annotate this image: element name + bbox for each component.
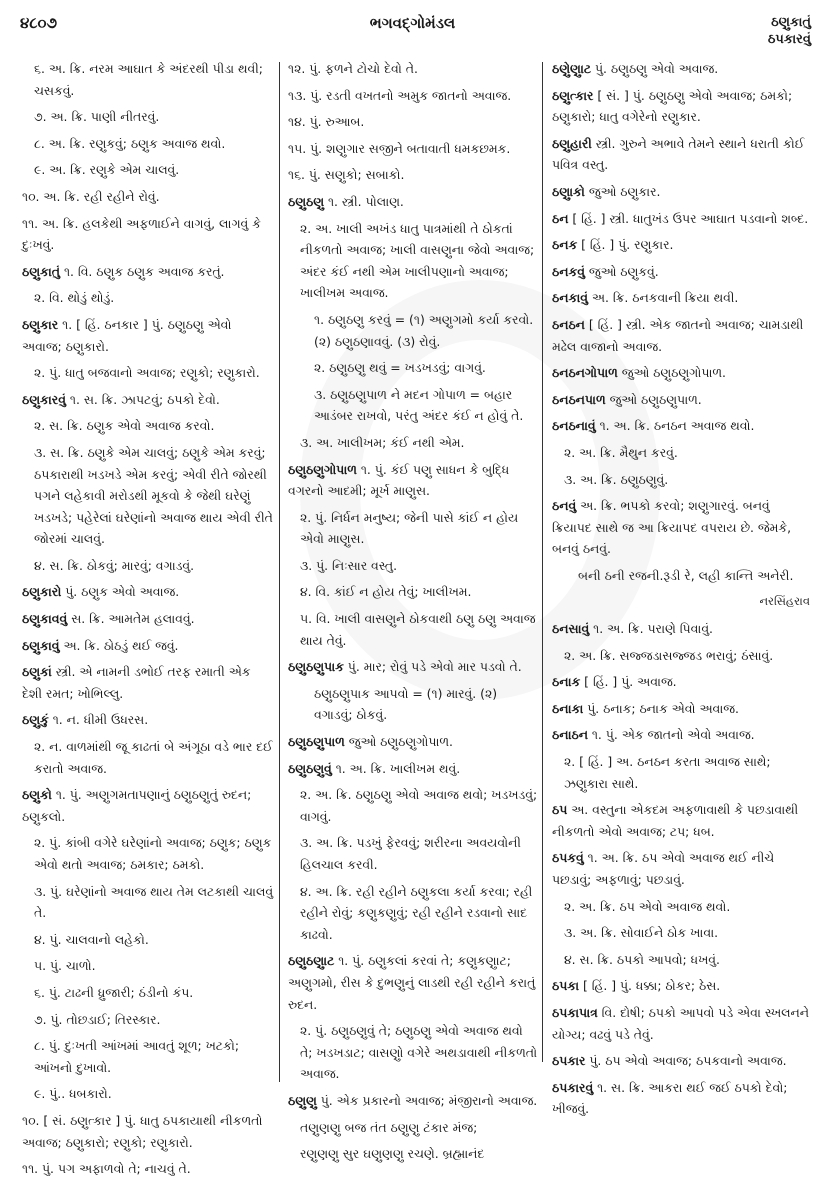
headword: ઠનસાવું: [552, 621, 590, 637]
definition-text: પું. ઠપ એવો અવાજ; ઠપકવાનો અવાજ.: [585, 1053, 787, 1069]
headword: ઠનઠનાવું: [552, 418, 596, 434]
definition-text: ૯. પું.. ધબકારો.: [34, 1086, 112, 1102]
definition-text: ૭. પું. તોછડાઈ; તિરસ્કાર.: [34, 1011, 161, 1027]
dictionary-entry: [552, 847, 810, 890]
headword: ઠણુકારો: [22, 584, 62, 600]
dictionary-entry: [288, 459, 538, 502]
definition-text: ૮. અ. ક્રિ. રણુકવું; ઠણુક અવાજ થવો.: [34, 135, 226, 151]
definition-text: જુઓ ઠણુકવું.: [584, 263, 659, 279]
definition-text: ૨. ન. વાળમાંથી જૂ કાઢતાં બે અંગૂઠા વડે ભાર દઈ કરાતો અવાજ.: [34, 739, 273, 776]
definition-text: ૨. અ. ક્રિ. ઠણુઠણુ એવો અવાજ થવો; ખડખડવું; વાગવું.: [300, 787, 538, 824]
dictionary-entry: [552, 208, 810, 230]
definition-text: ૩. પું. ઘરેણાંનો અવાજ થાય તેમ લટકાથી ચાલવું તે.: [34, 883, 274, 921]
definition-text: ૩. અ. ક્રિ. સોવાઈને ઠોક ખાવા.: [564, 925, 719, 941]
definition-text: ૯. અ. ક્રિ. રણુકે એમ ચાલવું.: [34, 162, 180, 178]
definition-text: ૨. ઠણુઠણુ થવું = ખડખડવું; વાગવું.: [314, 360, 486, 376]
dictionary-entry: [552, 287, 810, 309]
headword: ઠનાક: [552, 674, 581, 690]
headword: ઠણુઠણુપાળ: [288, 734, 345, 750]
definition-text: ૧. પું. ઠણુકલાં કરવાં તે; કણુકણુાટ; અણુગમો, રીસ કે દુભણુનું લાડથી રહી રહીને કરાતું રુદન.: [288, 953, 536, 1012]
guide-words: [768, 14, 811, 48]
definition-text: ૧. [ હિં. ઠનકાર ] પું. ઠણુઠણુ એવો અવાજ; ઠણુકારો.: [22, 316, 232, 354]
entry-sense: [288, 784, 538, 827]
entry-sense: [22, 881, 274, 924]
definition-text: ૧. પું. અણુગમતાપણાનું ઠણુઠણુતું રુદન; ઠણુકલો.: [22, 787, 252, 824]
dictionary-entry: [288, 1090, 538, 1112]
entry-sense: [288, 507, 538, 550]
headword: ઠણુકાવવું: [22, 611, 68, 627]
definition-text: બની ઠની રજની.રૂડી રે, લહી કાન્તિ અનેરી.: [578, 567, 794, 583]
entry-sense: [22, 982, 274, 1004]
definition-text: ૨. પું. ઠણુઠણુવું તે; ઠણુઠણુ એવો અવાજ થવો તે; ખડખડાટ; વાસણુો વગેરે અથડાવાથી નીકળતો અવાજ.: [300, 1023, 538, 1082]
dictionary-entry: [552, 58, 810, 80]
dictionary-entry: [552, 799, 810, 842]
dictionary-entry: [552, 234, 810, 256]
definition-text: ૧૧. અ. ક્રિ. હલકેથી અફળાઈને વાગવું, લાગવું કે દુઃખવું.: [22, 215, 261, 253]
headword: ઠણુકારવું: [22, 391, 66, 407]
dictionary-entry: [288, 656, 538, 678]
column-3: [552, 58, 810, 1125]
headword: ઠણુત્કાર: [552, 87, 594, 103]
dictionary-entry: [22, 389, 274, 411]
definition-text: પું. ઠનાક; ઠનાક એવો અવાજ.: [583, 700, 739, 716]
entry-sense: [22, 106, 274, 128]
entry-sense: [288, 85, 538, 107]
entry-sense: [22, 1083, 274, 1105]
headword: ઠણુાકો: [552, 183, 585, 199]
headword: ઠણુહારી: [552, 135, 592, 151]
entry-sense: [288, 309, 538, 352]
definition-text: [ સં. ] પું. ઠણુઠણુ એવો અવાજ; ઠમકો; ઠણુકારો; ધાતુ વગેરેનો રણુકાર.: [552, 87, 793, 125]
dictionary-entry: [288, 191, 538, 213]
entry-sense: [22, 1110, 274, 1153]
entry-sense: [552, 591, 810, 613]
dictionary-entry: [552, 724, 810, 746]
definition-text: જુઓ ઠણુઠણુપાળ.: [605, 391, 702, 407]
definition-text: ૨. પું. નિર્ધન મનુષ્ય; જેની પાસે કાંઈ ન હોય એવો માણુસ.: [300, 509, 519, 547]
definition-text: ૧. સ. ક્રિ. ઝાપટવું; ઠપકો દેવો.: [65, 391, 220, 407]
definition-text: ૫. વિ. ખાલી વાસણુને ઠોકવાથી ઠણુ ઠણુ અવાજ થાય તેવું.: [300, 611, 536, 648]
entry-sense: [288, 683, 538, 726]
definition-text: પું. માર; રોવું પડે એવો માર પડવો તે.: [343, 659, 522, 675]
definition-text: વિ. દોષી; ઠપકો આપવો પડે એવા સ્ખલનને યોગ્ય; વઢવું પડે તેવું.: [552, 1004, 809, 1042]
definition-text: ૧૦. [ સં. ઠણુત્કાર ] પું. ધાતુ ઠપકાયાથી નીકળતો અવાજ; ઠણુકારો; રણુકો; રણુકારો.: [22, 1112, 263, 1150]
definition-text: ૧. અ. ક્રિ. ખાલીખમ થવું.: [331, 760, 461, 776]
dictionary-entry: [552, 618, 810, 640]
headword: ઠનઠનપાળ: [552, 391, 606, 407]
headword: ઠપકાપાત્ર: [552, 1004, 598, 1020]
entry-sense: [22, 58, 274, 101]
dictionary-entry: [22, 261, 274, 283]
definition-text: ૨. અ. ખાલી અખંડ ધાતુ પાત્રમાંથી તે ઠોકતાં નીકળતો અવાજ; ખાલી વાસણુના જેવો અવાજ; અંદર કંઈ નથી એમ ખાલીપણાનો અવાજ; ખાલીખમ અવાજ.: [300, 220, 535, 301]
entry-sense: [22, 287, 274, 309]
headword: ઠણુઠણુ: [288, 193, 325, 209]
definition-text: ૧. અ. ક્રિ. ઠપ એવો અવાજ થઈ નીચે પછડાવું; અફળાવું; પછડાવું.: [552, 850, 775, 887]
definition-text: રણુણણુ સુર ઘણુણણુ રચણે. બ્રહ્માનંદ: [300, 1146, 485, 1162]
headword: ઠણુકાર: [22, 316, 59, 332]
definition-text: ૫. પું. ચાળો.: [34, 958, 96, 974]
definition-text: ૧૨. પું. ફળને ટોચો દેવો તે.: [288, 61, 418, 76]
dictionary-entry: [552, 975, 810, 997]
entry-sense: [552, 922, 810, 944]
entry-sense: [552, 896, 810, 918]
entry-sense: [288, 357, 538, 379]
definition-text: સ્ત્રી. ગુરુને અભાવે તેમને સ્થાને ધરાતી કોઈ પવિત્ર વસ્તુ.: [552, 135, 805, 173]
headword: ઠણુઠણુાટ: [288, 953, 335, 969]
entry-sense: [288, 832, 538, 875]
headword: ઠનવું: [552, 498, 577, 514]
entry-sense: [288, 111, 538, 133]
definition-text: ૧. વિ. ઠણુક ઠણુક અવાજ કરતું.: [60, 263, 225, 279]
headword: ઠપ: [552, 802, 568, 818]
entry-sense: [288, 58, 538, 80]
dictionary-entry: [288, 758, 538, 780]
headword: ઠનક: [552, 237, 578, 253]
entry-sense: [22, 186, 274, 208]
definition-text: ૭. અ. ક્રિ. પાણી નીતરવું.: [34, 109, 160, 125]
headword: ઠણુઠણુવું: [288, 760, 332, 776]
definition-text: ૨. અ. ક્રિ. મૈથુન કરવું.: [564, 444, 678, 460]
headword: ઠનકવું: [552, 263, 585, 279]
running-title: ભગવદ્ગોમંડલ: [369, 14, 456, 32]
headword: ઠનઠનગોપાળ: [552, 365, 618, 381]
headword: ઠણુેણુાટ: [552, 61, 592, 76]
definition-text: જુઓ ઠણુકાર.: [584, 183, 661, 199]
entry-sense: [22, 415, 274, 437]
entry-sense: [552, 442, 810, 464]
definition-text: ૪. અ. ક્રિ. રહી રહીને ઠણુકલા કર્યા કરવા; રહી રહીને રોવું; કણુકણુવું; રહી રહીને રડવાનો સાદ કાઢવો.: [300, 883, 533, 942]
headword: ઠણુકાતું: [22, 263, 61, 279]
definition-text: ૩. ઠણુઠણુપાળ ને મદન ગોપાળ = બહાર આડંબર રાખવો, પરંતુ અંદર કંઈ ન હોવું તે.: [314, 386, 524, 424]
definition-text: તણુણણુ બજ તંત ઠણુણુ ટંકાર મંજ;: [300, 1119, 478, 1135]
dictionary-entry: [552, 1050, 810, 1072]
dictionary-entry: [288, 731, 538, 753]
definition-text: ૧. પું. કંઈ પણુ સાધન કે બુદ્ધિ વગરનો આદમી; મૂર્ખ માણુસ.: [288, 461, 510, 499]
dictionary-entry: [22, 709, 274, 731]
page-header: [0, 0, 825, 52]
definition-text: ૪. સ. ક્રિ. ઠોકવું; મારવું; વગાડવું.: [34, 557, 195, 573]
definition-text: ૧૩. પું. રડતી વખતનો અમુક જાતનો અવાજ.: [288, 87, 512, 103]
entry-sense: [22, 555, 274, 577]
entry-sense: [22, 213, 274, 256]
definition-text: [ હિં. ] પું. રણુકાર.: [577, 237, 674, 253]
definition-text: ૧. સ. ક્રિ. આકરા થઈ જઈ ઠપકો દેવો; ખીજવું.: [552, 1079, 788, 1117]
dictionary-entry: [22, 314, 274, 357]
entry-sense: [22, 1158, 274, 1180]
headword: ઠન: [552, 210, 569, 226]
definition-text: ૩. અ. ક્રિ. પડખું ફેરવવું; શરીરના અવયવોની હિલચાલ કરવી.: [300, 835, 521, 872]
dictionary-entry: [288, 950, 538, 1015]
definition-text: ૧. પું. એક જાતનો એવો અવાજ.: [587, 727, 755, 743]
entry-sense: [288, 218, 538, 304]
dictionary-entry: [552, 181, 810, 203]
headword: ઠણુકો: [22, 787, 52, 803]
headword: ઠનઠન: [552, 316, 585, 332]
dictionary-entry: [22, 661, 274, 704]
definition-text: ૧. સ્ત્રી. પોલાણ.: [324, 193, 404, 209]
dictionary-entry: [22, 635, 274, 657]
dictionary-entry: [22, 581, 274, 603]
definition-text: અ. વસ્તુના એકદમ અફળાવાથી કે પછડાવાથી નીકળતો એવો અવાજ; ટપ; ધબ.: [552, 802, 799, 839]
definition-text: ૧૫. પું. શણુગાર સજીને બતાવાતી ધમકછમક.: [288, 140, 511, 156]
definition-text: અ. ક્રિ. ઠનકવાની ક્રિયા થવી.: [587, 290, 739, 306]
headword: ઠનકાવું: [552, 290, 588, 306]
entry-sense: [22, 442, 274, 550]
entry-sense: [22, 1035, 274, 1078]
entry-sense: [22, 1009, 274, 1031]
definition-text: પું. એક પ્રકારનો અવાજ; મંજીરાનો અવાજ.: [316, 1092, 538, 1108]
dictionary-entry: [552, 85, 810, 128]
guide-word-first: ઠણુકાતું: [771, 15, 811, 30]
definition-text: જુઓ ઠણુઠણુગોપાળ.: [617, 365, 726, 381]
headword: ઠનાકા: [552, 700, 584, 716]
dictionary-entry: [22, 784, 274, 827]
entry-sense: [288, 881, 538, 946]
entry-sense: [552, 751, 810, 794]
definition-text: ઠણુઠણુપાક આપવો = (૧) મારવું. (૨) વગાડવું; ઠોકવું.: [314, 685, 498, 723]
definition-text: નરસિંહરાવ: [759, 594, 810, 609]
definition-text: ૩. સ. ક્રિ. ઠણુકે એમ ચાલવું; ઠણુકે એમ કરવું; ઠપકારાથી ખડખડે એમ કરવું; એવી રીતે જોરથી પગને લહેકાવી મરોડથી મૂકવો કે જેથી ઘરેણું ખડખડે; પહેરેલાં ઘરેણાંનો અવાજ થાય એવી રીતે જોરમાં ચાલવું.: [34, 444, 273, 547]
entry-sense: [288, 555, 538, 577]
definition-text: ૨. સ. ક્રિ. ઠણુક એવો અવાજ કરવો.: [34, 418, 215, 434]
definition-text: અ. ક્રિ. ભપકો કરવો; શણુગારવું. બનવું ક્રિયાપદ સાથે જ આ ક્રિયાપદ વપરાય છે. જેમકે, બનવું ઠનવું.: [552, 498, 792, 557]
definition-text: સ્ત્રી. એ નામની ડભોઈ તરફ રમાતી એક દેશી રમત; ખોભિલ્લુ.: [22, 664, 251, 701]
definition-text: ૨. પું. ધાતુ બજવાનો અવાજ; રણુકો; રણુકારો.: [34, 365, 260, 381]
definition-text: ૧૬. પું. સણુકો; સબાકો.: [288, 167, 405, 183]
dictionary-entry: [552, 261, 810, 283]
definition-text: ૧૪. પું. રુઆબ.: [288, 114, 365, 130]
entry-sense: [22, 133, 274, 155]
definition-text: [ હિં. ] સ્ત્રી. ધાતુખંડ ઉપર આઘાત પડવાનો શબ્દ.: [568, 210, 809, 226]
entry-sense: [288, 1020, 538, 1085]
entry-sense: [288, 432, 538, 454]
dictionary-entry: [552, 698, 810, 720]
headword: ઠણુઠણુગોપાળ: [288, 461, 357, 477]
headword: ઠપકારવું: [552, 1079, 594, 1095]
definition-text: ૧. ન. ધીમી ઉધરસ.: [48, 712, 149, 728]
entry-sense: [22, 955, 274, 977]
entry-sense: [22, 929, 274, 951]
definition-text: ૨. પું. કાંબી વગેરે ઘરેણાંનો અવાજ; ઠણુક; ઠણુક એવો થતો અવાજ; ઠમકાર; ઠમકો.: [34, 835, 272, 872]
definition-text: ૧. અ. ક્રિ. ઠનઠન અવાજ થવો.: [595, 418, 755, 434]
entry-sense: [288, 164, 538, 186]
definition-text: ૨. વિ. થોડું થોડું.: [34, 290, 115, 306]
guide-word-last: ઠપકારવું: [767, 32, 811, 47]
entry-sense: [288, 581, 538, 603]
dictionary-entry: [552, 1002, 810, 1045]
entry-sense: [288, 1143, 538, 1165]
entry-sense: [288, 138, 538, 160]
entry-sense: [288, 384, 538, 427]
definition-text: ૨. [ હિં. ] અ. ઠનઠન કરતા અવાજ સાથે; ઝણુકારા સાથે.: [564, 754, 771, 791]
dictionary-entry: [552, 133, 810, 176]
definition-text: [ હિં. ] સ્ત્રી. એક જાતનો અવાજ; ચામડાથી મઢેલ વાજાનો અવાજ.: [552, 316, 804, 354]
headword: ઠણુકાવું: [22, 637, 60, 653]
definition-text: ૨. અ. ક્રિ. ઠપ એવો અવાજ થવો.: [564, 898, 731, 914]
dictionary-entry: [552, 671, 810, 693]
entry-sense: [22, 159, 274, 181]
definition-text: ૩. પું. નિઃસાર વસ્તુ.: [300, 557, 398, 573]
entry-sense: [552, 565, 810, 587]
definition-text: ૬. અ. ક્રિ. નરમ આઘાત કે અંદરથી પીડા થવી; ચસકવું.: [34, 61, 263, 98]
headword: ઠણુણુ: [288, 1092, 317, 1108]
dictionary-entry: [552, 415, 810, 437]
headword: ઠપકા: [552, 978, 580, 994]
dictionary-entry: [552, 362, 810, 384]
headword: ઠપકાર: [552, 1053, 586, 1069]
definition-text: ૩. અ. ખાલીખમ; કંઈ નથી એમ.: [300, 434, 465, 450]
entry-sense: [552, 949, 810, 971]
dictionary-columns: [0, 58, 825, 1177]
dictionary-entry: [552, 1077, 810, 1120]
dictionary-entry: [552, 389, 810, 411]
definition-text: ૪. વિ. કાંઈ ન હોય તેવું; ખાલીખમ.: [300, 584, 472, 600]
definition-text: પું. ઠણુઠણુ એવો અવાજ.: [591, 61, 719, 76]
dictionary-entry: [552, 314, 810, 357]
entry-sense: [22, 736, 274, 779]
entry-sense: [552, 645, 810, 667]
page-number: ૪૮૦૭: [20, 14, 58, 32]
definition-text: ૬. પું. ટાઢની ધ્રુજારી; ઠંડીનો કંપ.: [34, 984, 194, 1000]
definition-text: [ હિં. ] પું. અવાજ.: [580, 674, 677, 690]
headword: ઠણુકું: [22, 712, 49, 728]
column-1: [22, 58, 274, 1185]
headword: ઠણુઠણુપાક: [288, 659, 344, 675]
definition-text: ૨. અ. ક્રિ. સજ્જડાસજ્જડ ભરાવું; ઠંસાવું.: [564, 647, 774, 663]
definition-text: અ. ક્રિ. ઠોઠડું થઈ જવું.: [59, 637, 179, 653]
entry-sense: [22, 832, 274, 875]
column-2: [288, 58, 538, 1170]
definition-text: સ. ક્રિ. આમતેમ હલાવવું.: [67, 611, 195, 627]
definition-text: ૧. ઠણુઠણુ કરવું = (૧) અણુગમો કર્યા કરવો. (૨) ઠણુઠણાવવું. (૩) રોવું.: [314, 311, 534, 349]
entry-sense: [22, 362, 274, 384]
entry-sense: [552, 469, 810, 491]
definition-text: ૮. પું. દુઃખતી આંખમાં આવતું શૂળ; ખટકો; આંખનો દુખાવો.: [34, 1038, 240, 1075]
headword: ઠણુકાં: [22, 664, 52, 680]
definition-text: [ હિં. ] પું. ધક્કા; ઠોકર; ઠેસ.: [579, 978, 721, 994]
definition-text: ૧. અ. ક્રિ. પરાણે પિવાવું.: [589, 621, 713, 637]
entry-sense: [288, 608, 538, 651]
definition-text: ૩. અ. ક્રિ. ઠણુઠણુવું.: [564, 471, 669, 487]
definition-text: ૧૧. પું. પગ અફાળવો તે; નાચવું તે.: [22, 1161, 191, 1177]
definition-text: પું. ઠણુક એવો અવાજ.: [61, 584, 180, 600]
entry-sense: [288, 1117, 538, 1139]
definition-text: જુઓ ઠણુઠણુગોપાળ.: [344, 734, 453, 750]
headword: ઠનાઠન: [552, 727, 588, 743]
definition-text: ૪. સ. ક્રિ. ઠપકો આપવો; ધખવું.: [564, 951, 720, 967]
dictionary-entry: [22, 608, 274, 630]
dictionary-entry: [552, 495, 810, 560]
headword: ઠપકવું: [552, 850, 584, 866]
definition-text: ૧૦. અ. ક્રિ. રહી રહીને રોવું.: [22, 188, 160, 204]
definition-text: ૪. પું. ચાલવાનો લહેકો.: [34, 931, 149, 947]
